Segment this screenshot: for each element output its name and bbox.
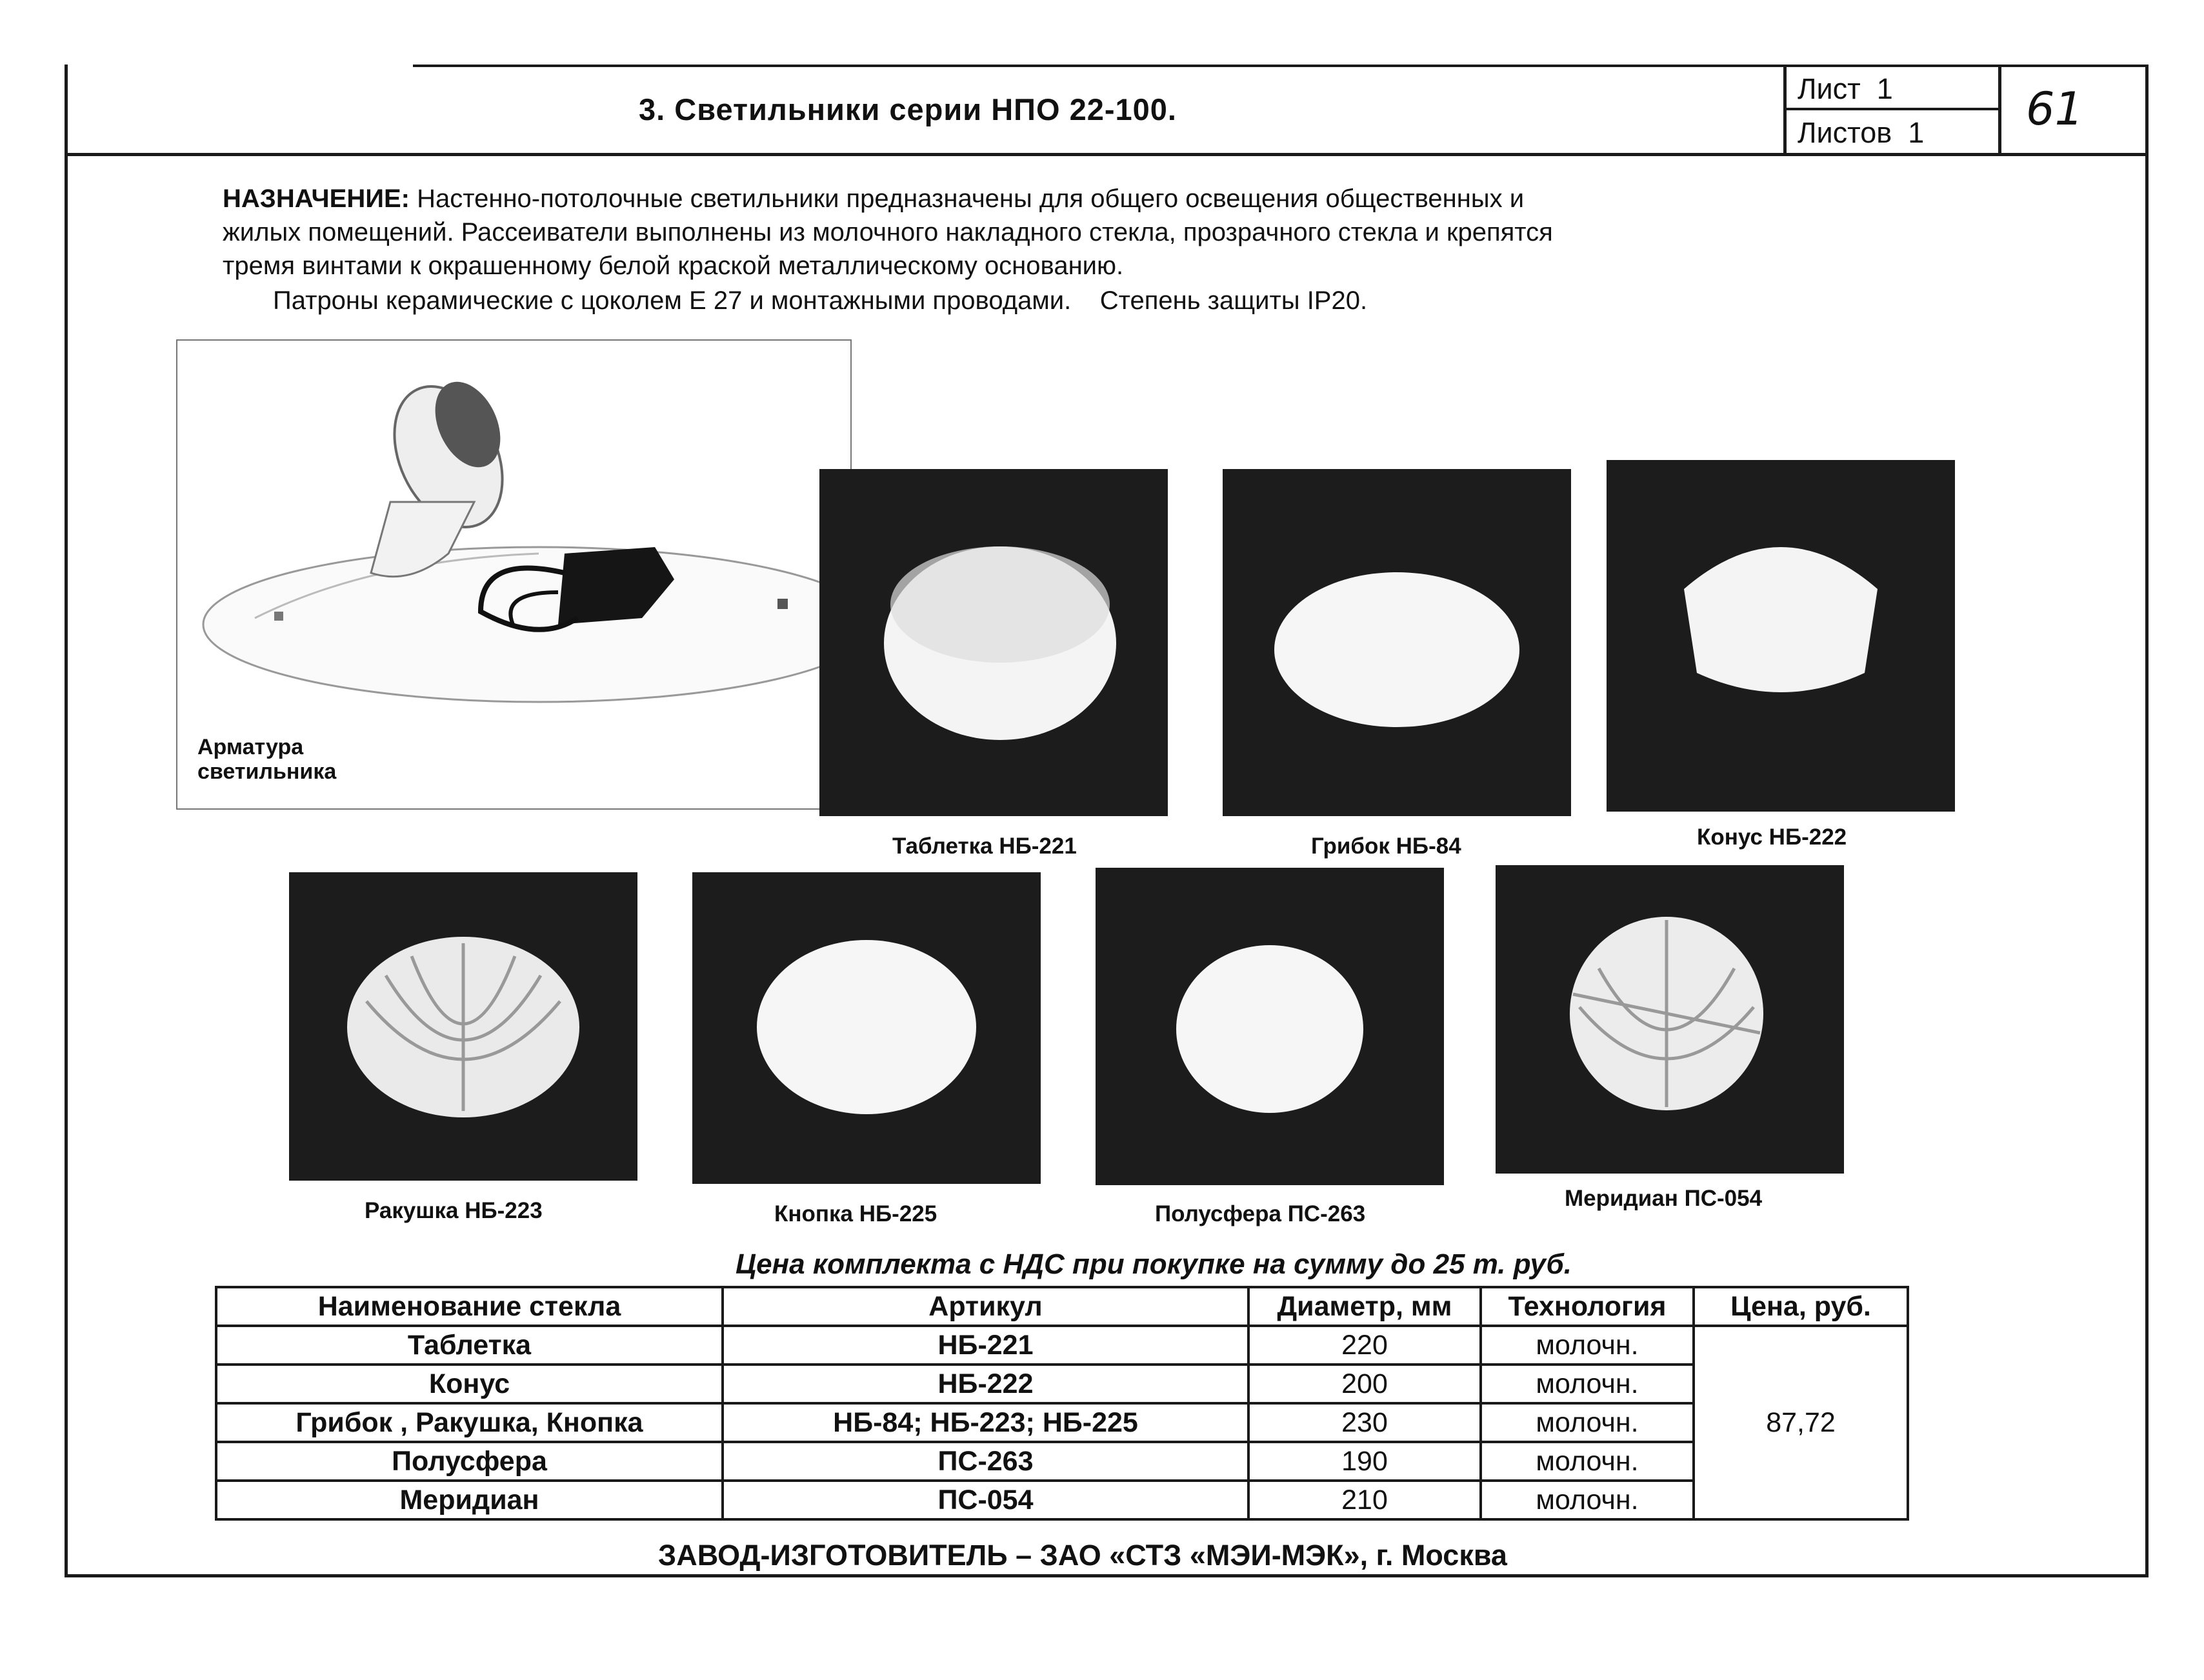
cell-price: 87,72 [1694, 1326, 1908, 1519]
intro-line-1: НАЗНАЧЕНИЕ: Настенно-потолочные светильники предназначены для общего освещения общественных и [223, 185, 1525, 213]
header-name: Наименование стекла [216, 1287, 723, 1326]
cell-diameter: 210 [1248, 1481, 1481, 1519]
page-title: 3. Светильники серии НПО 22-100. [639, 92, 1177, 126]
cell-diameter: 200 [1248, 1365, 1481, 1403]
cell-diameter: 230 [1248, 1403, 1481, 1442]
header-article: Артикул [723, 1287, 1248, 1326]
cell-article: НБ-222 [723, 1365, 1248, 1403]
cell-article: ПС-263 [723, 1442, 1248, 1481]
manufacturer-footer: ЗАВОД-ИЗГОТОВИТЕЛЬ – ЗАО «СТЗ «МЭИ-МЭК», г. Москва [658, 1539, 1507, 1572]
cell-article: НБ-84; НБ-223; НБ-225 [723, 1403, 1248, 1442]
cell-article: ПС-054 [723, 1481, 1248, 1519]
cell-name: Меридиан [216, 1481, 723, 1519]
photo-knopka [692, 872, 1041, 1184]
intro-line-2: жилых помещений. Рассеиватели выполнены из молочного накладного стекла, прозрачного стекла и крепятся [223, 218, 1553, 246]
armature-caption: Арматура светильника [197, 735, 337, 784]
photo-tabletka [819, 469, 1168, 816]
cell-technology: молочн. [1481, 1403, 1694, 1442]
header-divider [65, 153, 2145, 156]
caption-tabletka: Таблетка НБ-221 [892, 834, 1077, 859]
sheet-box-divider [1783, 108, 1998, 110]
photo-meridian [1496, 865, 1844, 1174]
table-row [216, 1326, 1908, 1365]
intro-line-3: тремя винтами к окрашенному белой краской металлическому основанию. [223, 252, 1124, 280]
photo-rakushka [289, 872, 637, 1181]
caption-knopka: Кнопка НБ-225 [774, 1201, 937, 1226]
cell-article: НБ-221 [723, 1326, 1248, 1365]
table-header-row [216, 1287, 1908, 1326]
table-row [216, 1403, 1908, 1442]
photo-konus [1607, 460, 1955, 812]
price-heading: Цена комплекта с НДС при покупке на сумму до 25 т. руб. [736, 1248, 1572, 1280]
caption-polusfera: Полусфера ПС-263 [1155, 1201, 1366, 1226]
cell-diameter: 220 [1248, 1326, 1481, 1365]
cell-technology: молочн. [1481, 1481, 1694, 1519]
cell-technology: молочн. [1481, 1442, 1694, 1481]
caption-rakushka: Ракушка НБ-223 [365, 1198, 543, 1223]
cell-diameter: 190 [1248, 1442, 1481, 1481]
header-diameter: Диаметр, мм [1248, 1287, 1481, 1326]
table-row [216, 1442, 1908, 1481]
caption-konus: Конус НБ-222 [1697, 825, 1847, 850]
header-technology: Технология [1481, 1287, 1694, 1326]
intro-lead: НАЗНАЧЕНИЕ: [223, 185, 410, 213]
sheet-label: Лист 1 [1798, 72, 1893, 105]
photo-gribok [1223, 469, 1571, 816]
sheets-label: Листов 1 [1798, 116, 1925, 149]
caption-gribok: Грибок НБ-84 [1311, 834, 1461, 859]
header-price: Цена, руб. [1694, 1287, 1908, 1326]
photo-polusfera [1096, 868, 1444, 1185]
cell-technology: молочн. [1481, 1365, 1694, 1403]
table-row [216, 1481, 1908, 1519]
cell-name: Грибок , Ракушка, Кнопка [216, 1403, 723, 1442]
cell-technology: молочн. [1481, 1326, 1694, 1365]
cell-name: Полусфера [216, 1442, 723, 1481]
cell-name: Конус [216, 1365, 723, 1403]
cell-name: Таблетка [216, 1326, 723, 1365]
handwritten-page-number: 61 [2026, 83, 2084, 135]
caption-meridian: Меридиан ПС-054 [1565, 1186, 1763, 1211]
price-table [215, 1286, 1909, 1521]
intro-line-4: Патроны керамические с цоколем Е 27 и монтажными проводами. Степень защиты IP20. [273, 286, 1368, 315]
table-row [216, 1365, 1908, 1403]
